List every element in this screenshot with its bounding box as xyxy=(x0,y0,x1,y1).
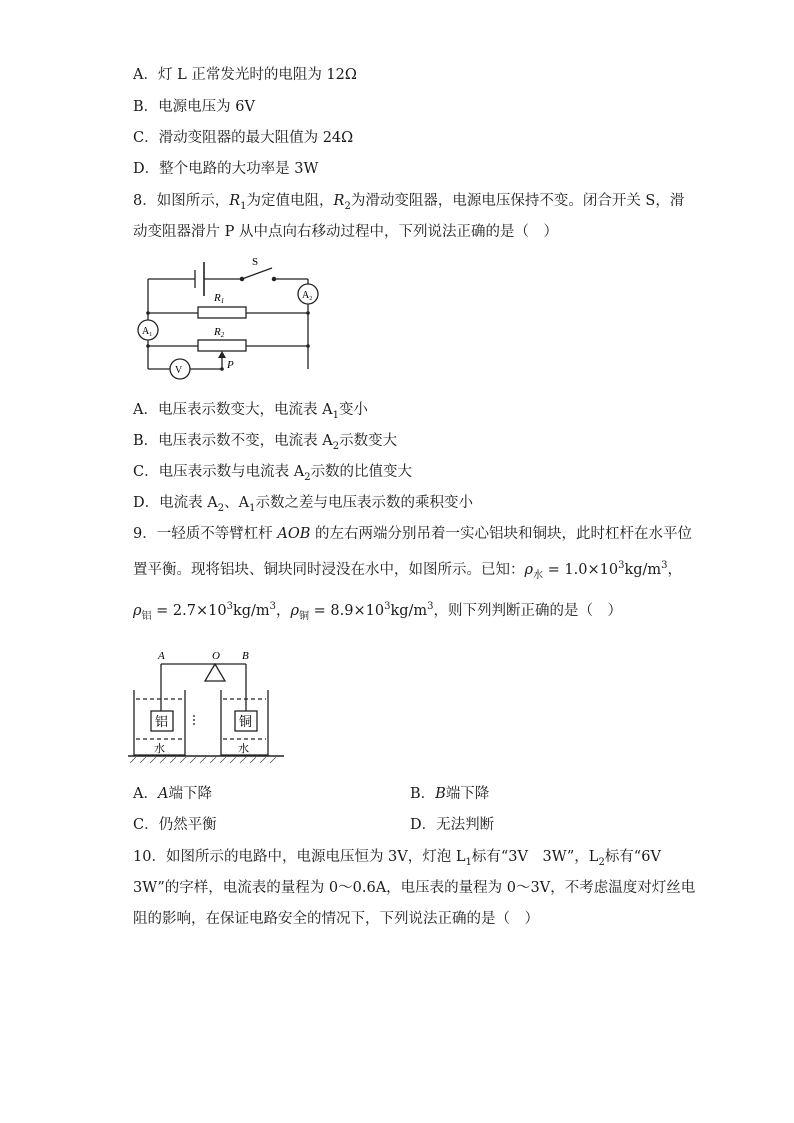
q7-option-d: D．整个电路的大功率是 3W xyxy=(133,161,319,177)
ammeter-a1-label: $A_1$ xyxy=(142,326,153,338)
q7-option-a: A．灯 L 正常发光时的电阻为 12Ω xyxy=(133,67,357,83)
q7-option-c: C．滑动变阻器的最大阻值为 24Ω xyxy=(133,130,354,146)
q8-stem-line1: 8．如图所示，$R_1$为定值电阻，$R_2$为滑动变阻器，电源电压保持不变。闭合开关 S，滑 xyxy=(133,193,685,212)
q9-stem-line3: $\rho_铝 = 2.7\times 10^3kg/m^3$，$\rho_铜 = 8.9\times 10^3kg/m^3$，则下列判断正确的是（ ） xyxy=(133,601,623,622)
q10-stem-line1: 10．如图所示的电路中，电源电压恒为 3V，灯泡 $L_1$标有“3V 3W”，$L_2$标有“6V xyxy=(133,849,661,868)
water-label-left: 水 xyxy=(154,743,165,755)
q9-option-a: A．A端下降 xyxy=(133,786,212,802)
voltmeter-label: V xyxy=(175,365,183,376)
q8-circuit-diagram xyxy=(130,250,355,386)
q9-stem-line2: 置平衡。现将铝块、铜块同时浸没在水中，如图所示。已知：$\rho_水 = 1.0\times 10^3kg/m^3$， xyxy=(133,560,683,581)
point-o-label: O xyxy=(212,650,220,662)
q9-option-b: B．B端下降 xyxy=(410,786,490,802)
q8-option-a: A．电压表示数变大，电流表 $A_1$变小 xyxy=(133,402,368,421)
q8-option-b: B．电压表示数不变，电流表 $A_2$示数变大 xyxy=(133,433,398,452)
r2-label: R2 xyxy=(214,326,225,339)
copper-block-label: 铜 xyxy=(239,714,253,729)
point-a-label: A xyxy=(158,650,165,662)
q10-stem-line3: 阻的影响，在保证电路安全的情况下，下列说法正确的是（ ） xyxy=(133,911,539,927)
q9-option-d: D．无法判断 xyxy=(410,817,495,833)
q9-lever-diagram xyxy=(128,645,288,765)
q8-stem-line2: 动变阻器滑片 P 从中点向右移动过程中，下列说法正确的是（ ） xyxy=(133,224,558,240)
r1-label: R1 xyxy=(214,292,225,305)
q8-option-c: C．电压表示数与电流表 $A_2$示数的比值变大 xyxy=(133,464,413,483)
point-b-label: B xyxy=(242,650,249,662)
water-label-right: 水 xyxy=(238,743,249,755)
q10-stem-line2: 3W”的字样，电流表的量程为 0～0.6A，电压表的量程为 0～3V，不考虑温度对灯丝电 xyxy=(133,880,696,896)
q7-option-b: B．电源电压为 6V xyxy=(133,99,255,115)
q8-option-d: D．电流表 $A_2$、$A_1$示数之差与电压表示数的乘积变小 xyxy=(133,495,473,514)
q9-option-c: C．仍然平衡 xyxy=(133,817,217,833)
q9-stem-line1: 9．一轻质不等臂杠杆 AOB 的左右两端分别吊着一实心铝块和铜块，此时杠杆在水平位 xyxy=(133,526,692,542)
ammeter-a2-label: $A_2$ xyxy=(302,290,313,302)
aluminum-block-label: 铝 xyxy=(155,714,169,729)
slider-p-label: P xyxy=(227,359,234,371)
switch-label: S xyxy=(252,256,259,268)
